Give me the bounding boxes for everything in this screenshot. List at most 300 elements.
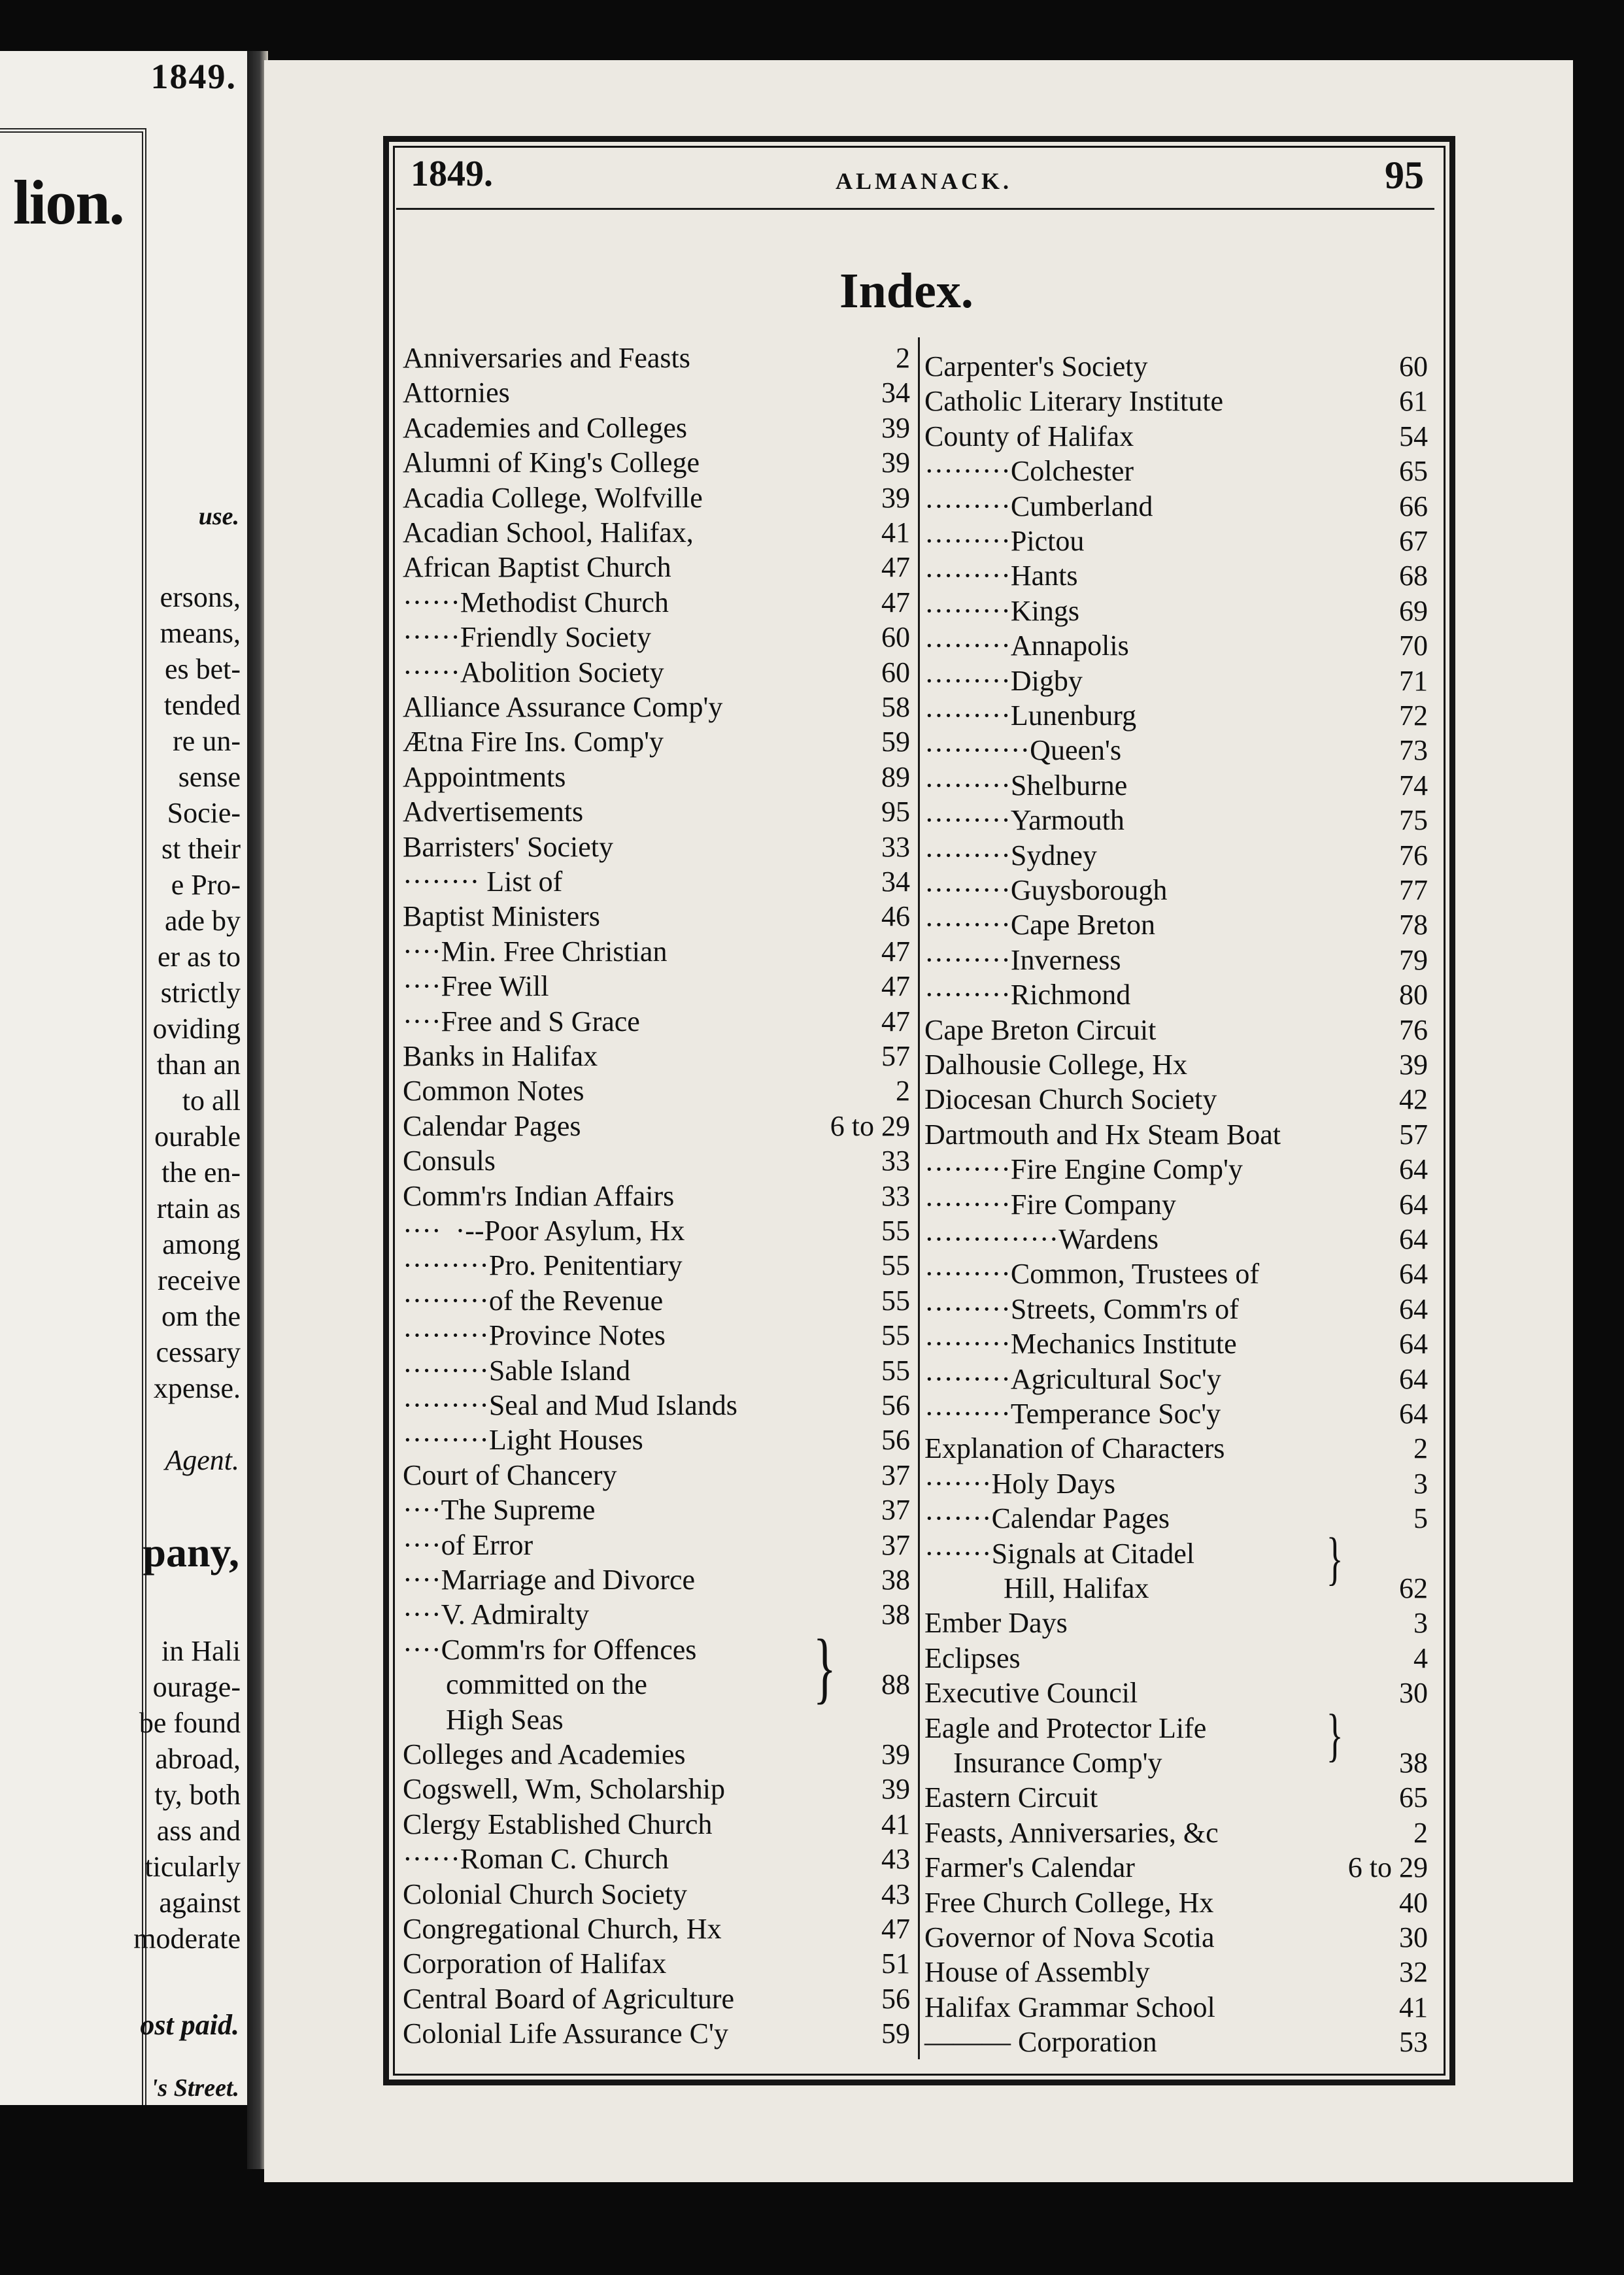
index-entry-label: ····Free and S Grace (403, 1005, 640, 1037)
index-entry (403, 1389, 910, 1423)
index-entry-label: ·········Agricultural Soc'y (924, 1362, 1221, 1395)
index-entry-page: 65 (1399, 455, 1428, 488)
index-entry (403, 1423, 910, 1457)
previous-page-line: ty, both (154, 1779, 241, 1811)
index-entry (924, 1397, 1428, 1431)
index-entry (924, 733, 1428, 767)
index-entry-page: 34 (881, 377, 910, 409)
index-entry (924, 384, 1428, 418)
index-entry-page: 47 (881, 586, 910, 618)
index-entry-page: 56 (881, 1389, 910, 1421)
previous-page-line: against (159, 1887, 241, 1919)
index-entry-label: ·········Pro. Penitentiary (403, 1249, 683, 1282)
index-entry-label: Court of Chancery (403, 1458, 617, 1491)
previous-page-line: oviding (152, 1013, 241, 1045)
index-entry-page: 51 (881, 1947, 910, 1980)
index-entry-page: 56 (881, 1982, 910, 2015)
previous-page-line: strictly (160, 977, 241, 1009)
previous-page-line: be found (139, 1707, 241, 1739)
index-entry (924, 350, 1428, 384)
previous-page-line: to all (182, 1085, 241, 1117)
index-entry-label: ······Friendly Society (403, 621, 651, 654)
index-entry (403, 1912, 910, 1946)
index-entry (924, 1711, 1428, 1745)
index-entry-label: ·········of the Revenue (403, 1284, 664, 1317)
index-entry (403, 516, 910, 550)
index-entry (924, 839, 1428, 873)
index-entry (924, 420, 1428, 454)
previous-page-line: than an (156, 1049, 241, 1081)
index-entry (924, 1816, 1428, 1850)
index-entry-page: 60 (881, 621, 910, 654)
index-entry (924, 1502, 1428, 1536)
index-entry-page: 5 (1413, 1502, 1428, 1535)
index-entry-label: Colleges and Academies (403, 1738, 686, 1770)
index-entry-page: 55 (881, 1319, 910, 1352)
index-entry-label: ······Abolition Society (403, 656, 664, 688)
index-entry-page: 2 (896, 1075, 910, 1107)
previous-page-line: cessary (156, 1336, 241, 1368)
previous-page-line: in Hali (161, 1635, 241, 1667)
index-entry (403, 1179, 910, 1213)
index-entry (924, 594, 1428, 628)
previous-page-post-paid: ost paid. (140, 2009, 239, 2041)
index-entry-page: 76 (1399, 839, 1428, 871)
index-entry-label: Congregational Church, Hx (403, 1913, 722, 1945)
index-entry-page: 61 (1399, 385, 1428, 418)
index-entry-page: 2 (1413, 1432, 1428, 1465)
index-entry (403, 586, 910, 620)
index-entry-label: Eastern Circuit (924, 1781, 1098, 1814)
index-entry-page: 54 (1399, 420, 1428, 452)
index-entry-label: ·········Kings (924, 594, 1079, 627)
previous-page-line: ourage- (152, 1671, 241, 1703)
previous-page-line: tended (163, 689, 241, 721)
index-entry (924, 454, 1428, 488)
index-entry-label: ·········Digby (924, 664, 1083, 697)
index-entry-page: 6 to 29 (830, 1109, 910, 1142)
index-entry-page: 72 (1399, 699, 1428, 732)
index-entry-page: 53 (1399, 2026, 1428, 2059)
index-entry-page: 37 (881, 1528, 910, 1561)
index-entry-page: 47 (881, 935, 910, 968)
index-entry-page: 33 (881, 1145, 910, 1177)
index-entry (924, 1467, 1428, 1501)
index-entry-label: ·········Cumberland (924, 490, 1153, 522)
index-entry-page: 38 (1399, 1747, 1428, 1779)
previous-page-line: ourable (154, 1121, 241, 1153)
index-entry (403, 900, 910, 934)
index-entry-label: Free Church College, Hx (924, 1886, 1214, 1919)
index-entry (924, 1153, 1428, 1187)
index-entry-label: ·········Lunenburg (924, 699, 1137, 732)
index-entry-label: Anniversaries and Feasts (403, 342, 690, 374)
index-entry-page: 60 (1399, 350, 1428, 382)
index-entry-label: Governor of Nova Scotia (924, 1921, 1215, 1953)
previous-page-agent: Agent. (165, 1444, 239, 1476)
previous-page-line: the en- (161, 1156, 241, 1188)
index-entry-label: Alumni of King's College (403, 447, 700, 479)
index-entry-label: ·········Light Houses (403, 1424, 643, 1457)
index-entry-label: ······Methodist Church (403, 586, 669, 618)
index-entry-page: 56 (881, 1424, 910, 1457)
index-entry (924, 1222, 1428, 1256)
brace-offences: } (813, 1623, 836, 1711)
index-entry-label: Explanation of Characters (924, 1432, 1225, 1465)
index-entry-label: Alliance Assurance Comp'y (403, 691, 723, 723)
index-entry-label: ····V. Admiralty (403, 1598, 590, 1631)
index-entry-page: 41 (881, 516, 910, 548)
index-entry (403, 376, 910, 410)
index-entry-page: 64 (1399, 1153, 1428, 1186)
index-entry (924, 1362, 1428, 1396)
index-entry-page: 42 (1399, 1083, 1428, 1116)
index-entry-label: Corporation of Halifax (403, 1947, 667, 1980)
index-entry-page: 58 (881, 691, 910, 723)
index-entry (924, 1013, 1428, 1047)
previous-page-text-block-2 (133, 1633, 241, 1957)
index-entry-page: 69 (1399, 594, 1428, 627)
index-entry-page: 39 (881, 481, 910, 514)
index-entry-label: Barristers' Society (403, 830, 613, 863)
index-entry (924, 699, 1428, 733)
index-entry (924, 1083, 1428, 1117)
index-entry (403, 935, 910, 969)
index-entry-page: 37 (881, 1494, 910, 1526)
index-entry-page: 75 (1399, 804, 1428, 837)
previous-page-line: ticularly (144, 1851, 241, 1883)
index-entry-label: ····The Supreme (403, 1494, 596, 1526)
index-entry-page: 34 (881, 866, 910, 898)
index-entry-label: ·········Fire Engine Comp'y (924, 1153, 1243, 1186)
index-entry-page: 38 (881, 1564, 910, 1596)
index-entry-label: Feasts, Anniversaries, &c (924, 1816, 1219, 1849)
index-entry-label: ·········Yarmouth (924, 804, 1125, 837)
index-entry-label: ·········Guysborough (924, 874, 1168, 906)
index-entry (403, 1319, 910, 1353)
index-entry-label: Carpenter's Society (924, 350, 1148, 382)
previous-page-street: 's Street. (150, 2074, 239, 2102)
previous-page-line: xpense. (153, 1372, 241, 1404)
index-entry-page: 39 (881, 447, 910, 479)
index-entry-page: 47 (881, 970, 910, 1003)
header-page-number: 95 (1385, 154, 1424, 197)
previous-page-border (0, 128, 146, 2105)
index-entry-page: 40 (1399, 1886, 1428, 1919)
index-entry-page: 64 (1399, 1362, 1428, 1395)
index-entry-page: 71 (1399, 664, 1428, 697)
index-entry (403, 1493, 910, 1527)
index-entry-page: 2 (1413, 1816, 1428, 1849)
index-entry (403, 411, 910, 445)
index-entry (924, 1188, 1428, 1222)
index-entry (403, 1039, 910, 1073)
previous-page-line: ade by (164, 905, 241, 937)
index-entry-label: ·········Annapolis (924, 630, 1129, 662)
index-entry-page: 95 (881, 796, 910, 828)
index-entry-label: Eclipses (924, 1642, 1021, 1674)
index-entry-label: Baptist Ministers (403, 900, 600, 933)
index-entry-page: 43 (881, 1878, 910, 1910)
index-entry-label: ·········Temperance Soc'y (924, 1398, 1221, 1430)
index-entry (924, 1292, 1428, 1326)
previous-page-year: 1849. (150, 57, 237, 96)
index-entry-label: ····of Error (403, 1528, 533, 1561)
index-entry-page: 66 (1399, 490, 1428, 522)
index-entry (403, 1808, 910, 1842)
index-entry-page: 55 (881, 1354, 910, 1387)
index-entry (403, 830, 910, 864)
index-entry-label: ······Roman C. Church (403, 1843, 669, 1876)
index-entry (403, 1458, 910, 1492)
index-entry-label: ·········Fire Company (924, 1188, 1176, 1221)
previous-page-line: among (162, 1228, 241, 1260)
previous-page-line: moderate (133, 1923, 241, 1955)
previous-page-fragment (0, 51, 247, 2105)
index-entry (924, 524, 1428, 558)
index-entry-label: Hill, Halifax (924, 1572, 1149, 1604)
index-entry (403, 969, 910, 1003)
index-entry (924, 978, 1428, 1012)
index-entry-page: 64 (1399, 1188, 1428, 1221)
index-entry-page: 62 (1399, 1572, 1428, 1604)
previous-page-line: es bet- (164, 653, 241, 685)
index-entry-page: 2 (896, 342, 910, 374)
index-entry (403, 760, 910, 794)
index-entry (924, 873, 1428, 907)
previous-page-line: e Pro- (171, 869, 241, 901)
index-entry-page: 74 (1399, 769, 1428, 801)
index-entry-label: Executive Council (924, 1677, 1138, 1710)
index-entry-label: ···········Queen's (924, 734, 1122, 767)
index-entry (403, 550, 910, 584)
previous-page-line: rtain as (156, 1192, 241, 1224)
index-entry-page: 41 (881, 1808, 910, 1840)
index-entry-page: 78 (1399, 909, 1428, 941)
index-entry-label: Acadia College, Wolfville (403, 481, 703, 514)
index-entry (924, 1746, 1428, 1780)
index-entry (403, 690, 910, 724)
index-entry-label: ·······Signals at Citadel (924, 1537, 1194, 1570)
index-entry-label: ·········Shelburne (924, 769, 1128, 801)
index-entry-label: ·········Seal and Mud Islands (403, 1389, 737, 1421)
previous-page-text-block-1 (153, 579, 241, 1406)
index-entry (403, 1947, 910, 1981)
index-entry-label: ····Free Will (403, 970, 549, 1003)
index-entry-label: ····Marriage and Divorce (403, 1564, 696, 1596)
index-entry-label: ·········Inverness (924, 943, 1121, 976)
index-entry-label: Clergy Established Church (403, 1808, 713, 1840)
index-entry-page: 33 (881, 1179, 910, 1212)
brace-eagle: } (1326, 1703, 1344, 1768)
index-entry (403, 865, 910, 899)
index-entry-label: Central Board of Agriculture (403, 1982, 735, 2015)
index-entry-label: ····Comm'rs for Offences (403, 1633, 697, 1666)
index-entry-page: 77 (1399, 874, 1428, 906)
index-entry-label: Cape Breton Circuit (924, 1013, 1157, 1046)
index-entry-page: 41 (1399, 1991, 1428, 2023)
index-entry-page: 30 (1399, 1677, 1428, 1710)
index-entry-page: 38 (881, 1598, 910, 1631)
index-entry-label: ·········Richmond (924, 979, 1131, 1011)
index-entry-page: 59 (881, 726, 910, 758)
index-entry-page: 43 (881, 1843, 910, 1876)
previous-page-line: st their (161, 833, 241, 865)
previous-page-line: means, (160, 617, 241, 649)
index-entry-label: Common Notes (403, 1075, 584, 1107)
index-entry (403, 725, 910, 759)
index-entry (403, 446, 910, 480)
index-entry (924, 1921, 1428, 1955)
index-entry-label: Consuls (403, 1145, 496, 1177)
previous-page-line: re un- (173, 725, 241, 757)
index-entry (924, 1991, 1428, 2025)
index-entry-page: 33 (881, 830, 910, 863)
index-entry-page: 39 (881, 411, 910, 444)
index-entry (924, 1886, 1428, 1920)
index-entry-page: 65 (1399, 1781, 1428, 1814)
index-entry-label: ···· ·--Poor Asylum, Hx (403, 1215, 685, 1247)
index-entry-page: 55 (881, 1249, 910, 1282)
index-entry (924, 1327, 1428, 1361)
index-entry-label: ·········Province Notes (403, 1319, 666, 1352)
index-entry-page: 70 (1399, 630, 1428, 662)
index-entry-label: Diocesan Church Society (924, 1083, 1217, 1116)
index-entry-page: 39 (1399, 1049, 1428, 1081)
index-entry (924, 1606, 1428, 1640)
index-entry-page: 64 (1399, 1328, 1428, 1360)
index-entry-page: 73 (1399, 734, 1428, 767)
index-entry (403, 1144, 910, 1178)
index-entry-label: Advertisements (403, 796, 584, 828)
index-entry (403, 1563, 910, 1597)
index-title: Index. (839, 263, 973, 318)
index-entry-label: ·······Calendar Pages (924, 1502, 1170, 1535)
index-entry-label: House of Assembly (924, 1956, 1150, 1989)
index-entry-label: Banks in Halifax (403, 1040, 598, 1072)
index-entry-label: Ætna Fire Ins. Comp'y (403, 726, 664, 758)
index-entry-label: ··············Wardens (924, 1223, 1159, 1255)
column-divider (918, 337, 920, 2059)
index-entry-page: 32 (1399, 1956, 1428, 1989)
index-entry (403, 341, 910, 375)
index-entry (924, 1642, 1428, 1676)
index-entry-label: Colonial Church Society (403, 1878, 688, 1910)
index-entry-label: committed on the (403, 1668, 647, 1701)
index-entry-label: Dartmouth and Hx Steam Boat (924, 1118, 1281, 1151)
index-entry-label: Acadian School, Halifax, (403, 516, 694, 548)
index-entry-page: 47 (881, 1913, 910, 1945)
index-entry-page: 89 (881, 760, 910, 793)
index-entry-label: Academies and Colleges (403, 411, 687, 444)
index-entry-label: ——— Corporation (924, 2026, 1157, 2059)
index-entry-page: 47 (881, 551, 910, 584)
index-entry (924, 1048, 1428, 1082)
index-entry (403, 1074, 910, 1108)
index-entry (924, 803, 1428, 837)
index-entry-page: 64 (1399, 1223, 1428, 1255)
previous-page-title: lion. (13, 167, 124, 237)
index-entry-label: Comm'rs Indian Affairs (403, 1179, 675, 1212)
index-entry-page: 60 (881, 656, 910, 688)
header-title: ALMANACK. (836, 168, 1012, 194)
index-entry-label: Insurance Comp'y (924, 1747, 1162, 1779)
index-entry-page: 76 (1399, 1013, 1428, 1046)
index-entry-page: 39 (881, 1738, 910, 1770)
index-entry (403, 1354, 910, 1388)
index-entry (403, 620, 910, 654)
previous-page-line: ersons, (160, 581, 241, 613)
previous-page-line: om the (161, 1300, 241, 1332)
index-entry (924, 1257, 1428, 1291)
index-entry-page: 88 (881, 1668, 910, 1701)
index-entry-page: 55 (881, 1215, 910, 1247)
index-entry-label: Colonial Life Assurance C'y (403, 2017, 728, 2050)
index-entry-page: 55 (881, 1284, 910, 1317)
index-entry-label: ·········Mechanics Institute (924, 1328, 1237, 1360)
index-entry (403, 1284, 910, 1318)
index-entry (924, 629, 1428, 663)
index-entry-label: Cogswell, Wm, Scholarship (403, 1773, 725, 1806)
index-entry-page: 67 (1399, 525, 1428, 557)
previous-page-line: abroad, (155, 1743, 241, 1775)
index-entry-page: 4 (1413, 1642, 1428, 1674)
index-entry (403, 1249, 910, 1283)
previous-page-line: er as to (157, 941, 241, 973)
index-entry-label: ····Min. Free Christian (403, 935, 668, 968)
index-entry-page: 64 (1399, 1398, 1428, 1430)
index-entry-page: 6 to 29 (1347, 1851, 1428, 1884)
index-entry-label: Appointments (403, 760, 566, 793)
index-entry-page: 59 (881, 2017, 910, 2050)
index-entry-label: ·········Colchester (924, 455, 1134, 488)
index-entry (924, 1851, 1428, 1885)
index-entry-page: 47 (881, 1005, 910, 1037)
index-entry (403, 795, 910, 829)
index-entry-page: 57 (1399, 1118, 1428, 1151)
index-entry (403, 1005, 910, 1039)
index-entry (403, 2017, 910, 2051)
header-rule (396, 208, 1434, 210)
index-entry-label: Calendar Pages (403, 1109, 581, 1142)
index-entry (403, 1109, 910, 1143)
index-entry (403, 1214, 910, 1248)
index-entry-label: County of Halifax (924, 420, 1134, 452)
index-entry-label: ·········Hants (924, 560, 1078, 592)
index-entry-label: Eagle and Protector Life (924, 1711, 1207, 1744)
previous-page-line: Socie- (167, 797, 241, 829)
index-entry (403, 1772, 910, 1806)
index-entry (924, 1537, 1428, 1571)
index-entry-label: ·········Streets, Comm'rs of (924, 1292, 1239, 1325)
index-entry-label: ········ List of (403, 866, 563, 898)
index-entry-page: 37 (881, 1458, 910, 1491)
index-entry-label: ·········Common, Trustees of (924, 1258, 1260, 1290)
index-entry (924, 559, 1428, 593)
previous-page-line: sense (178, 761, 241, 793)
index-entry-page: 46 (881, 900, 910, 933)
index-entry-page: 39 (881, 1773, 910, 1806)
index-entry-page: 68 (1399, 560, 1428, 592)
index-entry-page: 57 (881, 1040, 910, 1072)
index-entry (924, 1955, 1428, 1989)
index-entry-page: 64 (1399, 1292, 1428, 1325)
index-entry (403, 1842, 910, 1876)
index-entry (924, 1118, 1428, 1152)
index-entry (924, 1676, 1428, 1710)
header-year: 1849. (411, 154, 493, 194)
index-entry-label: Dalhousie College, Hx (924, 1049, 1188, 1081)
